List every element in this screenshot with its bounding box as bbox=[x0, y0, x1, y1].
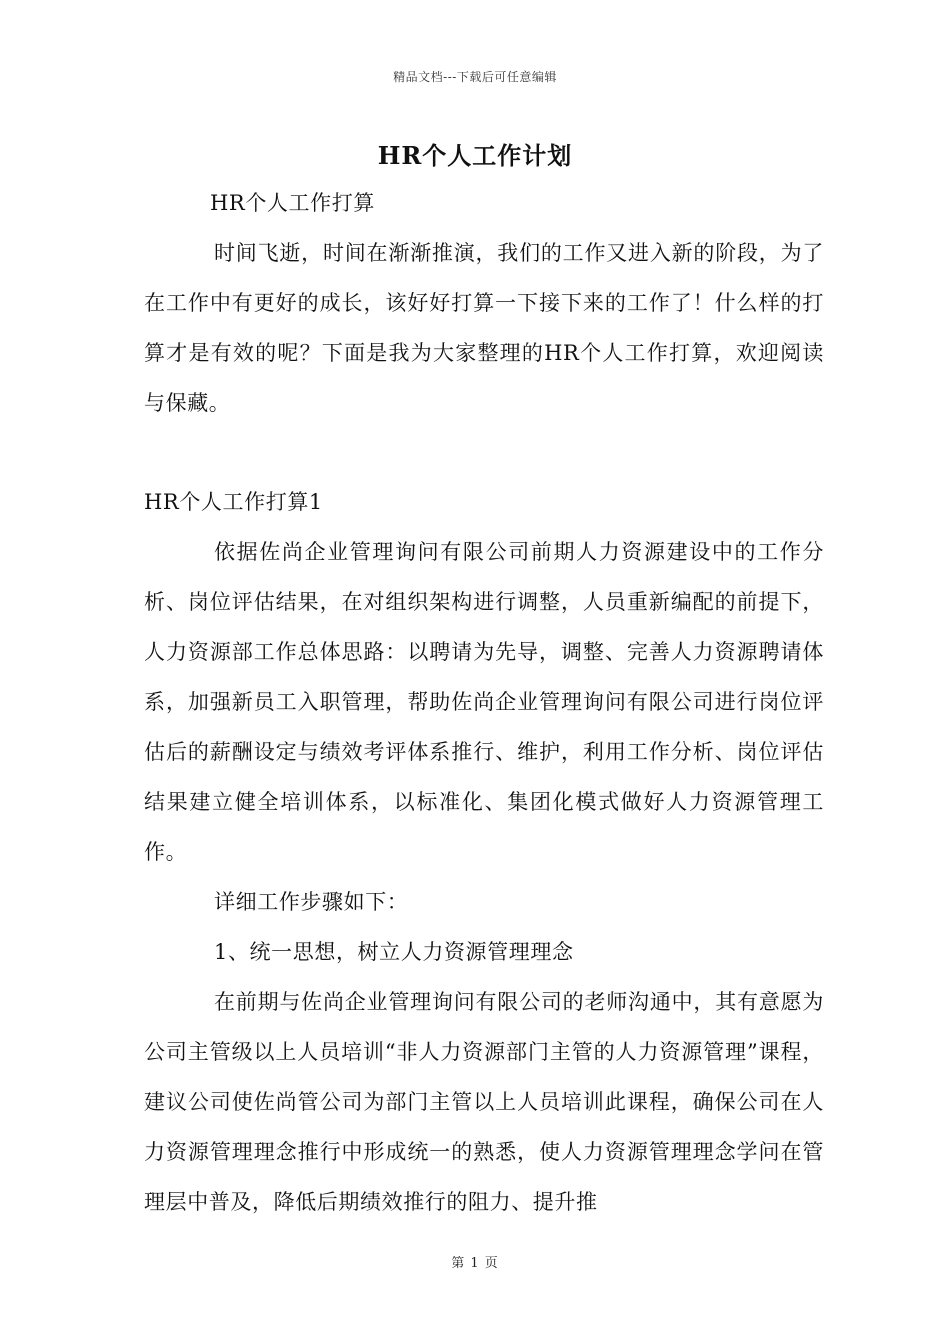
section-heading: HR个人工作打算1 bbox=[144, 490, 323, 514]
intro-paragraph: 时间飞逝，时间在渐渐推演，我们的工作又进入新的阶段，为了在工作中有更好的成长，该好好打算一下接下来的工作了！什么样的打算才是有效的呢？下面是我为大家整理的HR个人工作打算，欢迎阅读与保藏。 bbox=[144, 241, 824, 415]
step-paragraph: 在前期与佐尚企业管理询问有限公司的老师沟通中，其有意愿为公司主管级以上人员培训“非人力资源部门主管的人力资源管理”课程，建议公司使佐尚管公司为部门主管以上人员培训此课程，确保公司在人力资源管理理念推行中形成统一的熟悉，使人力资源管理理念学问在管理层中普及，降低后期绩效推行的阻力、提升推 bbox=[144, 990, 824, 1214]
step-heading: 1、统一思想，树立人力资源管理理念 bbox=[214, 940, 574, 964]
document-title: HR个人工作计划 bbox=[377, 141, 573, 170]
page-header: 精品文档---下载后可任意编辑 bbox=[393, 70, 557, 84]
steps-heading: 详细工作步骤如下： bbox=[214, 890, 409, 914]
document-body bbox=[144, 178, 824, 1227]
document-subtitle: HR个人工作打算 bbox=[210, 191, 375, 215]
spacer bbox=[144, 428, 824, 477]
page-number: 第 1 页 bbox=[451, 1256, 499, 1271]
section-paragraph: 依据佐尚企业管理询问有限公司前期人力资源建设中的工作分析、岗位评估结果，在对组织架构进行调整，人员重新编配的前提下，人力资源部工作总体思路：以聘请为先导，调整、完善人力资源聘请体系，加强新员工入职管理，帮助佐尚企业管理询问有限公司进行岗位评估后的薪酬设定与绩效考评体系推行、维护，利用工作分析、岗位评估结果建立健全培训体系，以标准化、集团化模式做好人力资源管理工作。 bbox=[144, 540, 824, 864]
